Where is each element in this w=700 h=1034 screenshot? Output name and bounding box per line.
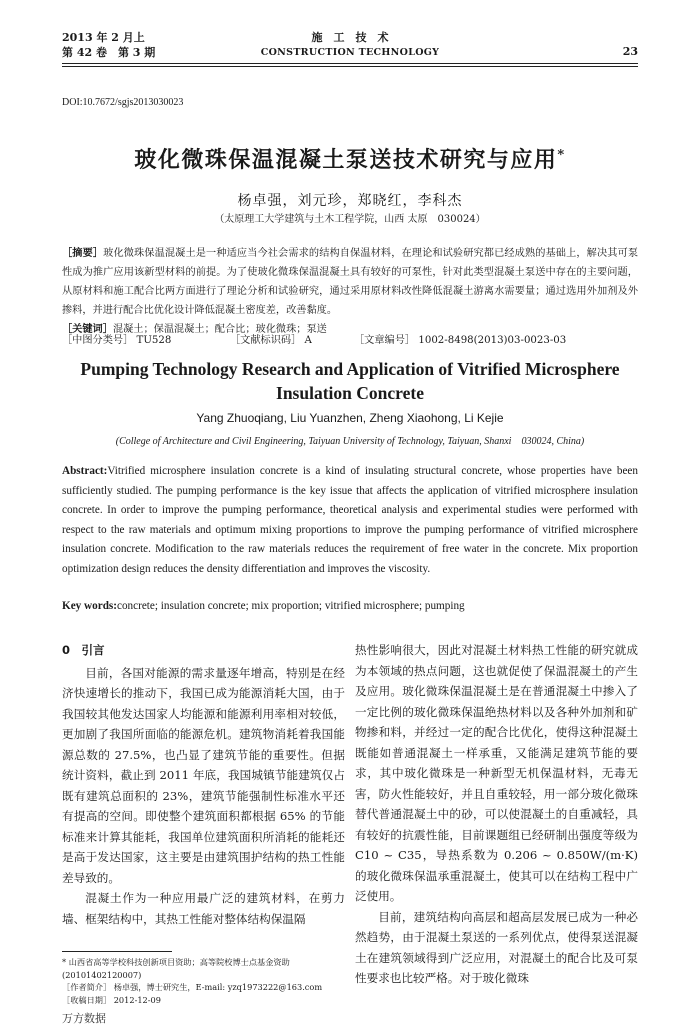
abstract-en-label: Abstract: xyxy=(62,465,108,477)
keywords-cn-text: 混凝土；保温混凝土；配合比；玻化微珠；泵送 xyxy=(112,324,327,335)
abstract-cn xyxy=(62,244,638,339)
keywords-cn-label: ［关键词］ xyxy=(62,323,113,335)
body-paragraph: 目前，各国对能源的需求量逐年增高，特别是在经济快速增长的推动下，我国已成为能源消耗大国，由于我国较其他发达国家人均能源和能源利用率相对较低，更加剧了我国所面临的能源危机。建筑物消耗着我国能源总数的 27.5%，也凸显了建筑节能的重要性。但据统计资料，截止到 2011 年底，我国城镇节能建筑仅占既有建筑总面积的 23%，建筑节能强制性标准水平还有提高的空间。即使整个建筑面积都根据 65% 的节能标准来计算其能耗，我国单位建筑面积所消耗的能耗还是高于发达国家，这主要是由建筑围护结构的热工性能差导致的。 xyxy=(62,665,345,885)
abstract-cn-label: ［摘要］ xyxy=(62,247,104,259)
journal-name-en: CONSTRUCTION TECHNOLOGY xyxy=(260,47,440,58)
keywords-en-label: Key words: xyxy=(62,600,117,612)
page-number: 23 xyxy=(622,45,638,58)
running-header-issue xyxy=(62,30,155,60)
affiliation-cn: （太原理工大学建筑与土木工程学院，山西 太原 030024） xyxy=(214,214,486,225)
article-number: ［文章编号］ 1002-8498(2013)03-0023-03 xyxy=(354,335,567,346)
running-header-journal xyxy=(240,30,460,60)
doi: DOI:10.7672/sgjs2013030023 xyxy=(62,97,184,108)
title-cn-text: 玻化微珠保温混凝土泵送技术研究与应用 xyxy=(134,147,558,173)
clc-number: ［中图分类号］ TU528 xyxy=(62,335,172,346)
body-paragraph: 热性影响很大，因此对混凝土材料热工性能的研究就成为本领域的热点问题，这也就促使了保温混凝土的产生及应用。玻化微珠保温混凝土是在普通混凝土中掺入了一定比例的玻化微珠保温绝热材料以及各种外加剂和矿物掺和料，并经过一定的配合比优化，使得这种混凝土既能如普通混凝土一样承重，又能满足建筑节能的要求，其中玻化微珠是一种新型无机保温材料，无毒无害，防火性能较好，并且自重较轻，用一部分玻化微珠替代普通混凝土中的砂，可以使混凝土的自重减轻，具有较好的抗震性能，目前课题组已经研制出强度等级为 C10 ~ C35，导热系数为 0.206 ~ 0.850W/(m·K) 的玻化微珠保温承重混凝土，使其可以在结构工程中广泛使用。 xyxy=(355,643,638,903)
journal-name-cn: 施 工 技 术 xyxy=(311,31,389,44)
body-column-left xyxy=(62,640,345,929)
issue-volume: 第 42 卷 第 3 期 xyxy=(62,46,156,59)
document-code: ［文献标识码］ A xyxy=(230,335,312,346)
keywords-en xyxy=(62,600,638,612)
header-rule xyxy=(62,63,638,64)
issue-date: 2013 年 2 月上 xyxy=(62,31,145,44)
authors-en: Yang Zhuoqiang, Liu Yuanzhen, Zheng Xiaohong, Li Kejie xyxy=(196,411,504,425)
footnote-rule xyxy=(62,951,172,952)
watermark: 万方数据 xyxy=(62,1012,106,1025)
section-heading-intro: 0 引言 xyxy=(62,643,105,657)
keywords-en-text: concrete; insulation concrete; mix proportion; vitrified microsphere; pumping xyxy=(117,600,465,612)
footnote-fund: * 山西省高等学校科技创新项目资助；高等院校博士点基金资助(20101402120007) xyxy=(62,957,290,980)
footnotes xyxy=(62,956,345,1006)
title-footnote-mark: * xyxy=(557,147,566,163)
footnote-author: ［作者简介］ 杨卓强，博士研究生，E-mail: yzq1973222@163.com xyxy=(62,982,323,992)
paper-title-en: Pumping Technology Research and Application of Vitrified Microsphere Insulation Concrete xyxy=(80,359,620,403)
authors-cn: 杨卓强，刘元珍，郑晓红，李科杰 xyxy=(237,193,463,209)
footnote-received: ［收稿日期］ 2012-12-09 xyxy=(62,994,161,1005)
affiliation-en: (College of Architecture and Civil Engineering, Taiyuan University of Technology, Taiyuan, Shanxi 030024, China) xyxy=(115,436,585,447)
body-column-right xyxy=(355,640,638,989)
abstract-cn-text: 玻化微珠保温混凝土是一种适应当今社会需求的结构自保温材料，在理论和试验研究都已经成熟的基础上，解决其可泵性成为推广应用该新型材料的前提。为了使玻化微珠保温混凝土具有较好的可泵性，针对此类型混凝土泵送中存在的主要问题，从原材料和施工配合比两方面进行了理论分析和试验研究，通过采用原材料改性降低混凝土游离水需要量；通过选用外加剂及外掺料，并进行配合比优化设计降低混凝土密度差，改善黏度。 xyxy=(62,248,639,316)
abstract-en-text: Vitrified microsphere insulation concrete is a kind of insulating structural concrete, whose properties have been sufficiently studied. The pumping performance is the key issue that affects the application of vitrified microsphere insulation concrete. In order to improve the pumping performance, theoretical analysis and experimental studies were performed with respect to the raw materials and optimum mixing proportions to improve the pumping performance of vitrified microsphere insulation concrete. Modification to the raw materials reduces the requirement of free water in the concrete. Mix proportion optimization design reduces the density differentiation and improves the viscosity. xyxy=(62,465,638,575)
body-paragraph: 混凝土作为一种应用最广泛的建筑材料，在剪力墙、框架结构中，其热工性能对整体结构保温隔 xyxy=(62,891,345,926)
header-rule-thin xyxy=(62,66,638,67)
paper-title-cn xyxy=(62,143,638,174)
body-paragraph: 目前，建筑结构向高层和超高层发展已成为一种必然趋势，由于混凝土泵送的一系列优点，使得泵送混凝土在建筑领域得到广泛应用，对混凝土的配合比及可泵性要求也比较严格。对于玻化微珠 xyxy=(355,909,638,985)
abstract-en xyxy=(62,462,638,580)
